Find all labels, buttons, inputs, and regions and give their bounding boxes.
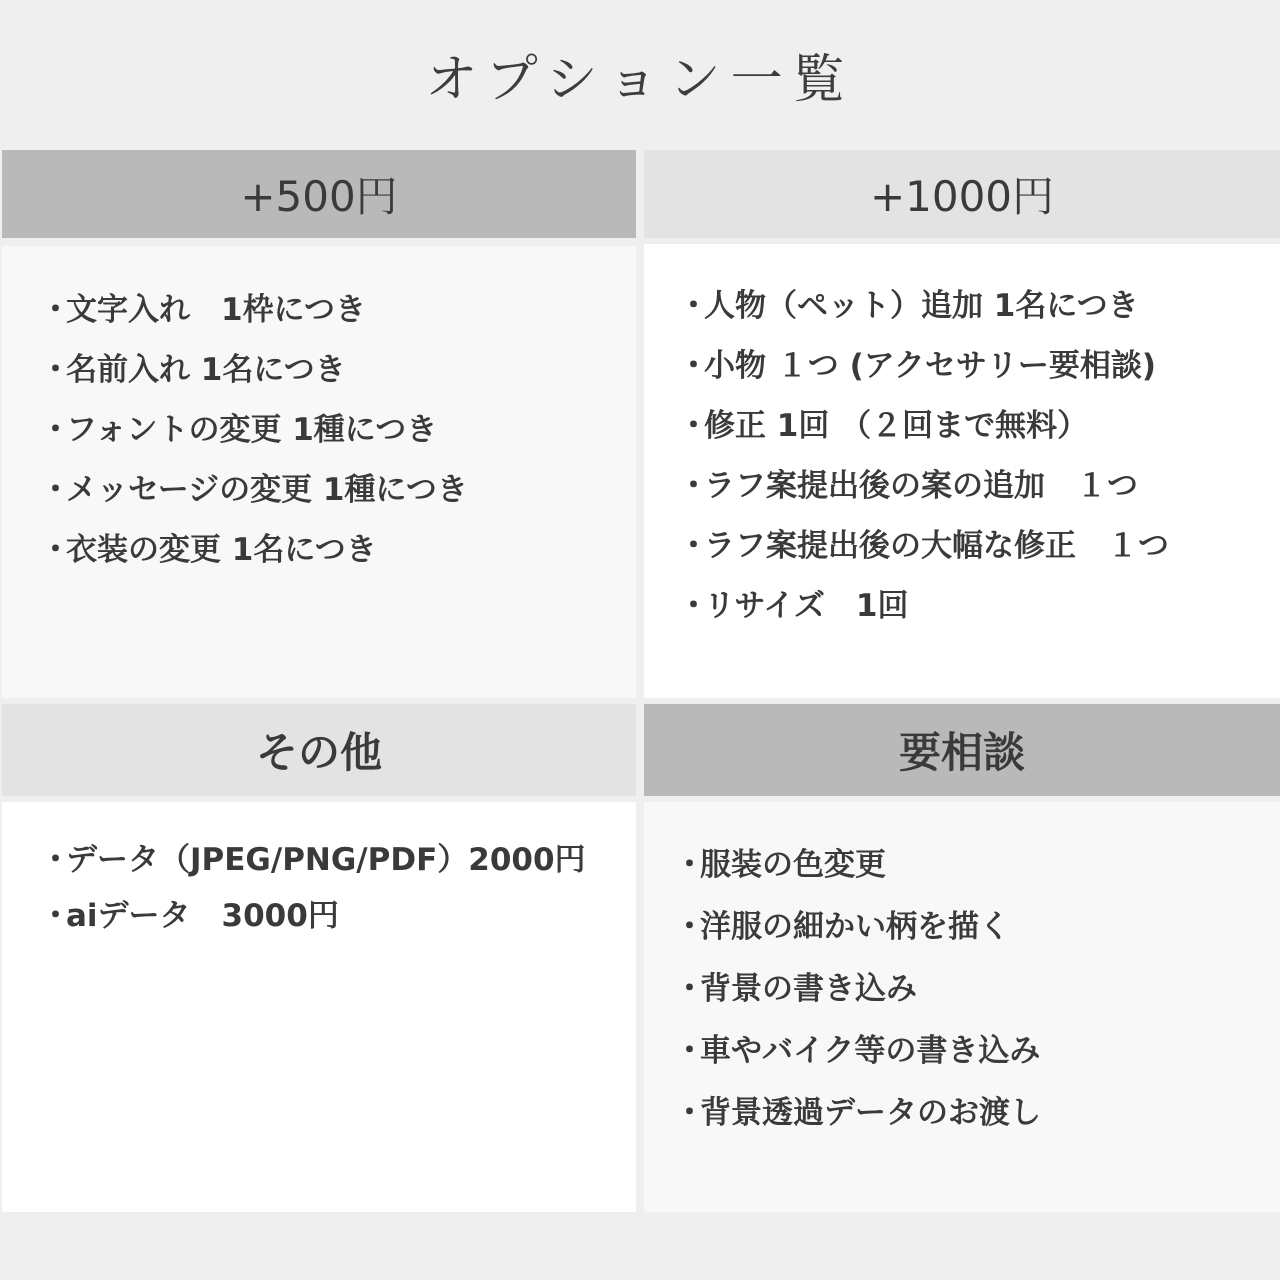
page-title: オプション一覧 bbox=[425, 50, 855, 110]
list-item: ・ データ（JPEG/PNG/PDF）2000円 bbox=[40, 832, 636, 888]
list-item: ・ 人物（ペット）追加 1名につき bbox=[678, 276, 1280, 336]
panel-body-consult bbox=[644, 802, 1280, 1212]
option-panel-other bbox=[2, 704, 636, 1212]
list-item: ・ 名前入れ 1名につき bbox=[40, 340, 636, 400]
list-item: ・ 文字入れ 1枠につき bbox=[40, 280, 636, 340]
list-item: ・ 服装の色変更 bbox=[674, 834, 1280, 896]
option-list-other bbox=[2, 802, 636, 944]
list-item: ・ aiデータ 3000円 bbox=[40, 888, 636, 944]
panel-body-500 bbox=[2, 246, 636, 698]
list-item: ・ 背景透過データのお渡し bbox=[674, 1082, 1280, 1144]
list-item: ・ 車やバイク等の書き込み bbox=[674, 1020, 1280, 1082]
list-item: ・ メッセージの変更 1種につき bbox=[40, 460, 636, 520]
panel-body-1000 bbox=[644, 244, 1280, 698]
panel-header-consult: 要相談 bbox=[644, 704, 1280, 796]
panel-header-500: +500円 bbox=[2, 150, 636, 238]
panel-header-other: その他 bbox=[2, 704, 636, 796]
list-item: ・ 小物 １つ (アクセサリー要相談) bbox=[678, 336, 1280, 396]
list-item: ・ 背景の書き込み bbox=[674, 958, 1280, 1020]
list-item: ・ 洋服の細かい柄を描く bbox=[674, 896, 1280, 958]
option-panel-500 bbox=[2, 150, 636, 698]
option-list-consult bbox=[644, 802, 1280, 1144]
option-list-500 bbox=[2, 246, 636, 580]
list-item: ・ リサイズ 1回 bbox=[678, 576, 1280, 636]
option-panel-consult bbox=[644, 704, 1280, 1212]
list-item: ・ 修正 1回 （２回まで無料） bbox=[678, 396, 1280, 456]
list-item: ・ ラフ案提出後の大幅な修正 １つ bbox=[678, 516, 1280, 576]
list-item: ・ ラフ案提出後の案の追加 １つ bbox=[678, 456, 1280, 516]
list-item: ・ フォントの変更 1種につき bbox=[40, 400, 636, 460]
panel-body-other bbox=[2, 802, 636, 1212]
panel-header-1000: +1000円 bbox=[644, 150, 1280, 238]
option-panel-1000 bbox=[644, 150, 1280, 698]
list-item: ・ 衣装の変更 1名につき bbox=[40, 520, 636, 580]
option-list-1000 bbox=[644, 244, 1280, 636]
